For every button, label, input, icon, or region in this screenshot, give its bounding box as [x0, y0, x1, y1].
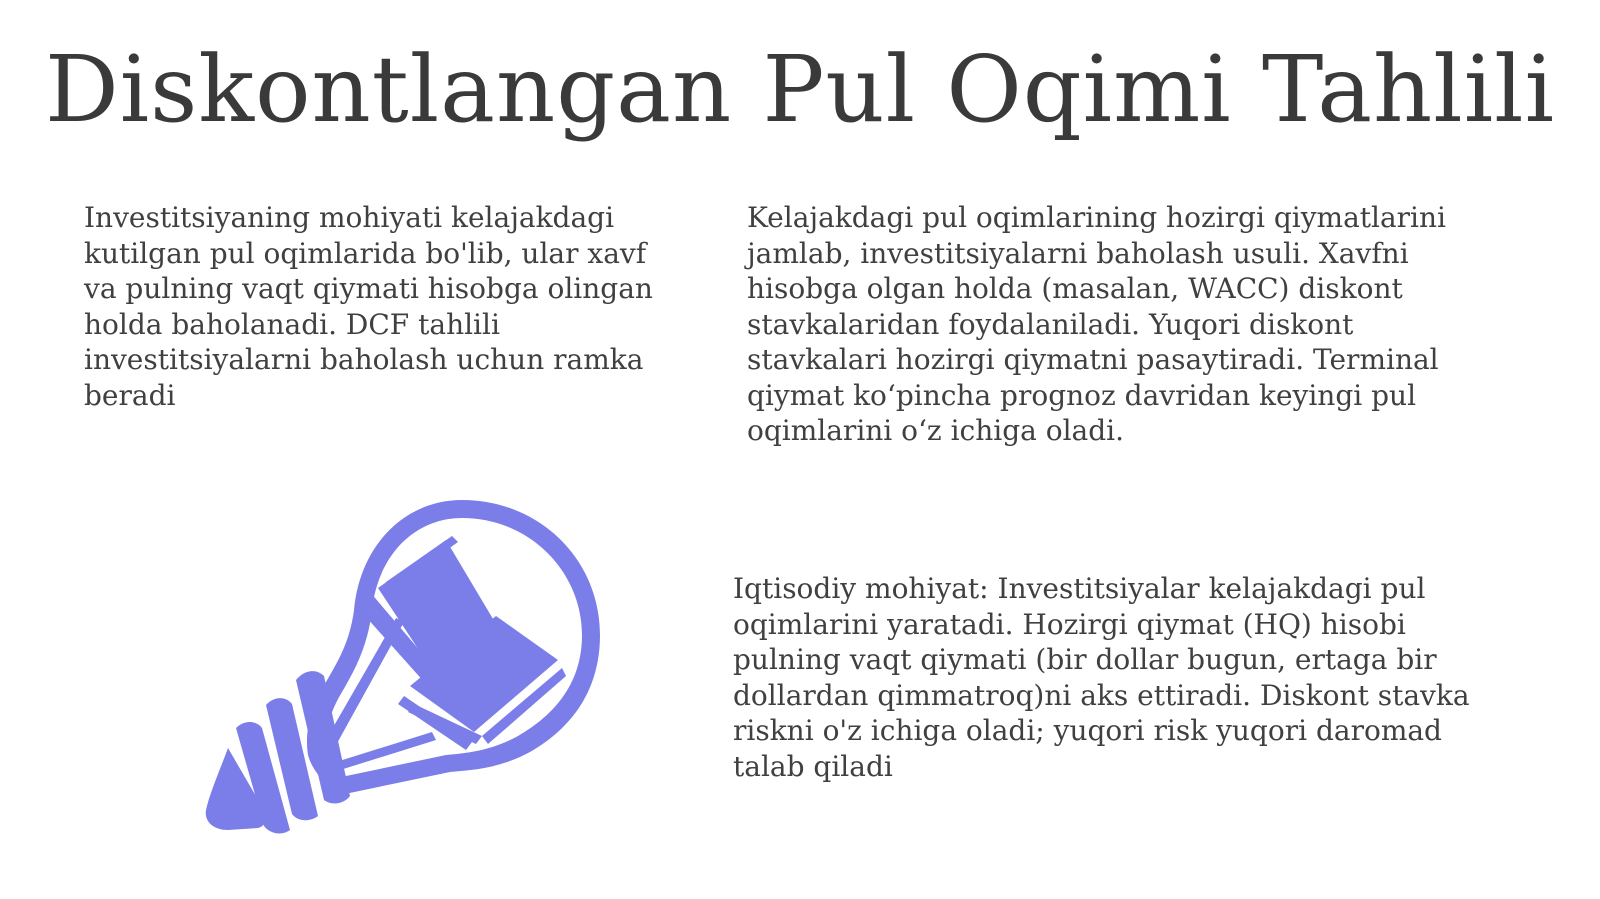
slide-title: Diskontlangan Pul Oqimi Tahlili	[44, 36, 1555, 143]
paragraph-right: Kelajakdagi pul oqimlarining hozirgi qiymatlarini jamlab, investitsiyalarni baholash usuli. Xavfni hisobga olgan holda (masalan, WACC) diskont stavkalaridan foydalaniladi. Yuqori diskont stavkalari hozirgi qiymatni pasaytiradi. Terminal qiymat ko‘pincha prognoz davridan keyingi pul oqimlarini o‘z ichiga oladi.	[747, 201, 1446, 447]
paragraph-left: Investitsiyaning mohiyati kelajakdagi kutilgan pul oqimlarida bo'lib, ular xavf va pulning vaqt qiymati hisobga olingan holda baholanadi. DCF tahlili investitsiyalarni baholash uchun ramka beradi	[84, 201, 653, 412]
paragraph-bottom: Iqtisodiy mohiyat: Investitsiyalar kelajakdagi pul oqimlarini yaratadi. Hozirgi qiymat (HQ) hisobi pulning vaqt qiymati (bir dollar bugun, ertaga bir dollardan qimmatroq)ni aks ettiradi. Diskont stavka riskni o'z ichiga oladi; yuqori risk yuqori daromad talab qiladi	[733, 572, 1470, 783]
lightbulb-with-books-icon	[200, 500, 620, 860]
